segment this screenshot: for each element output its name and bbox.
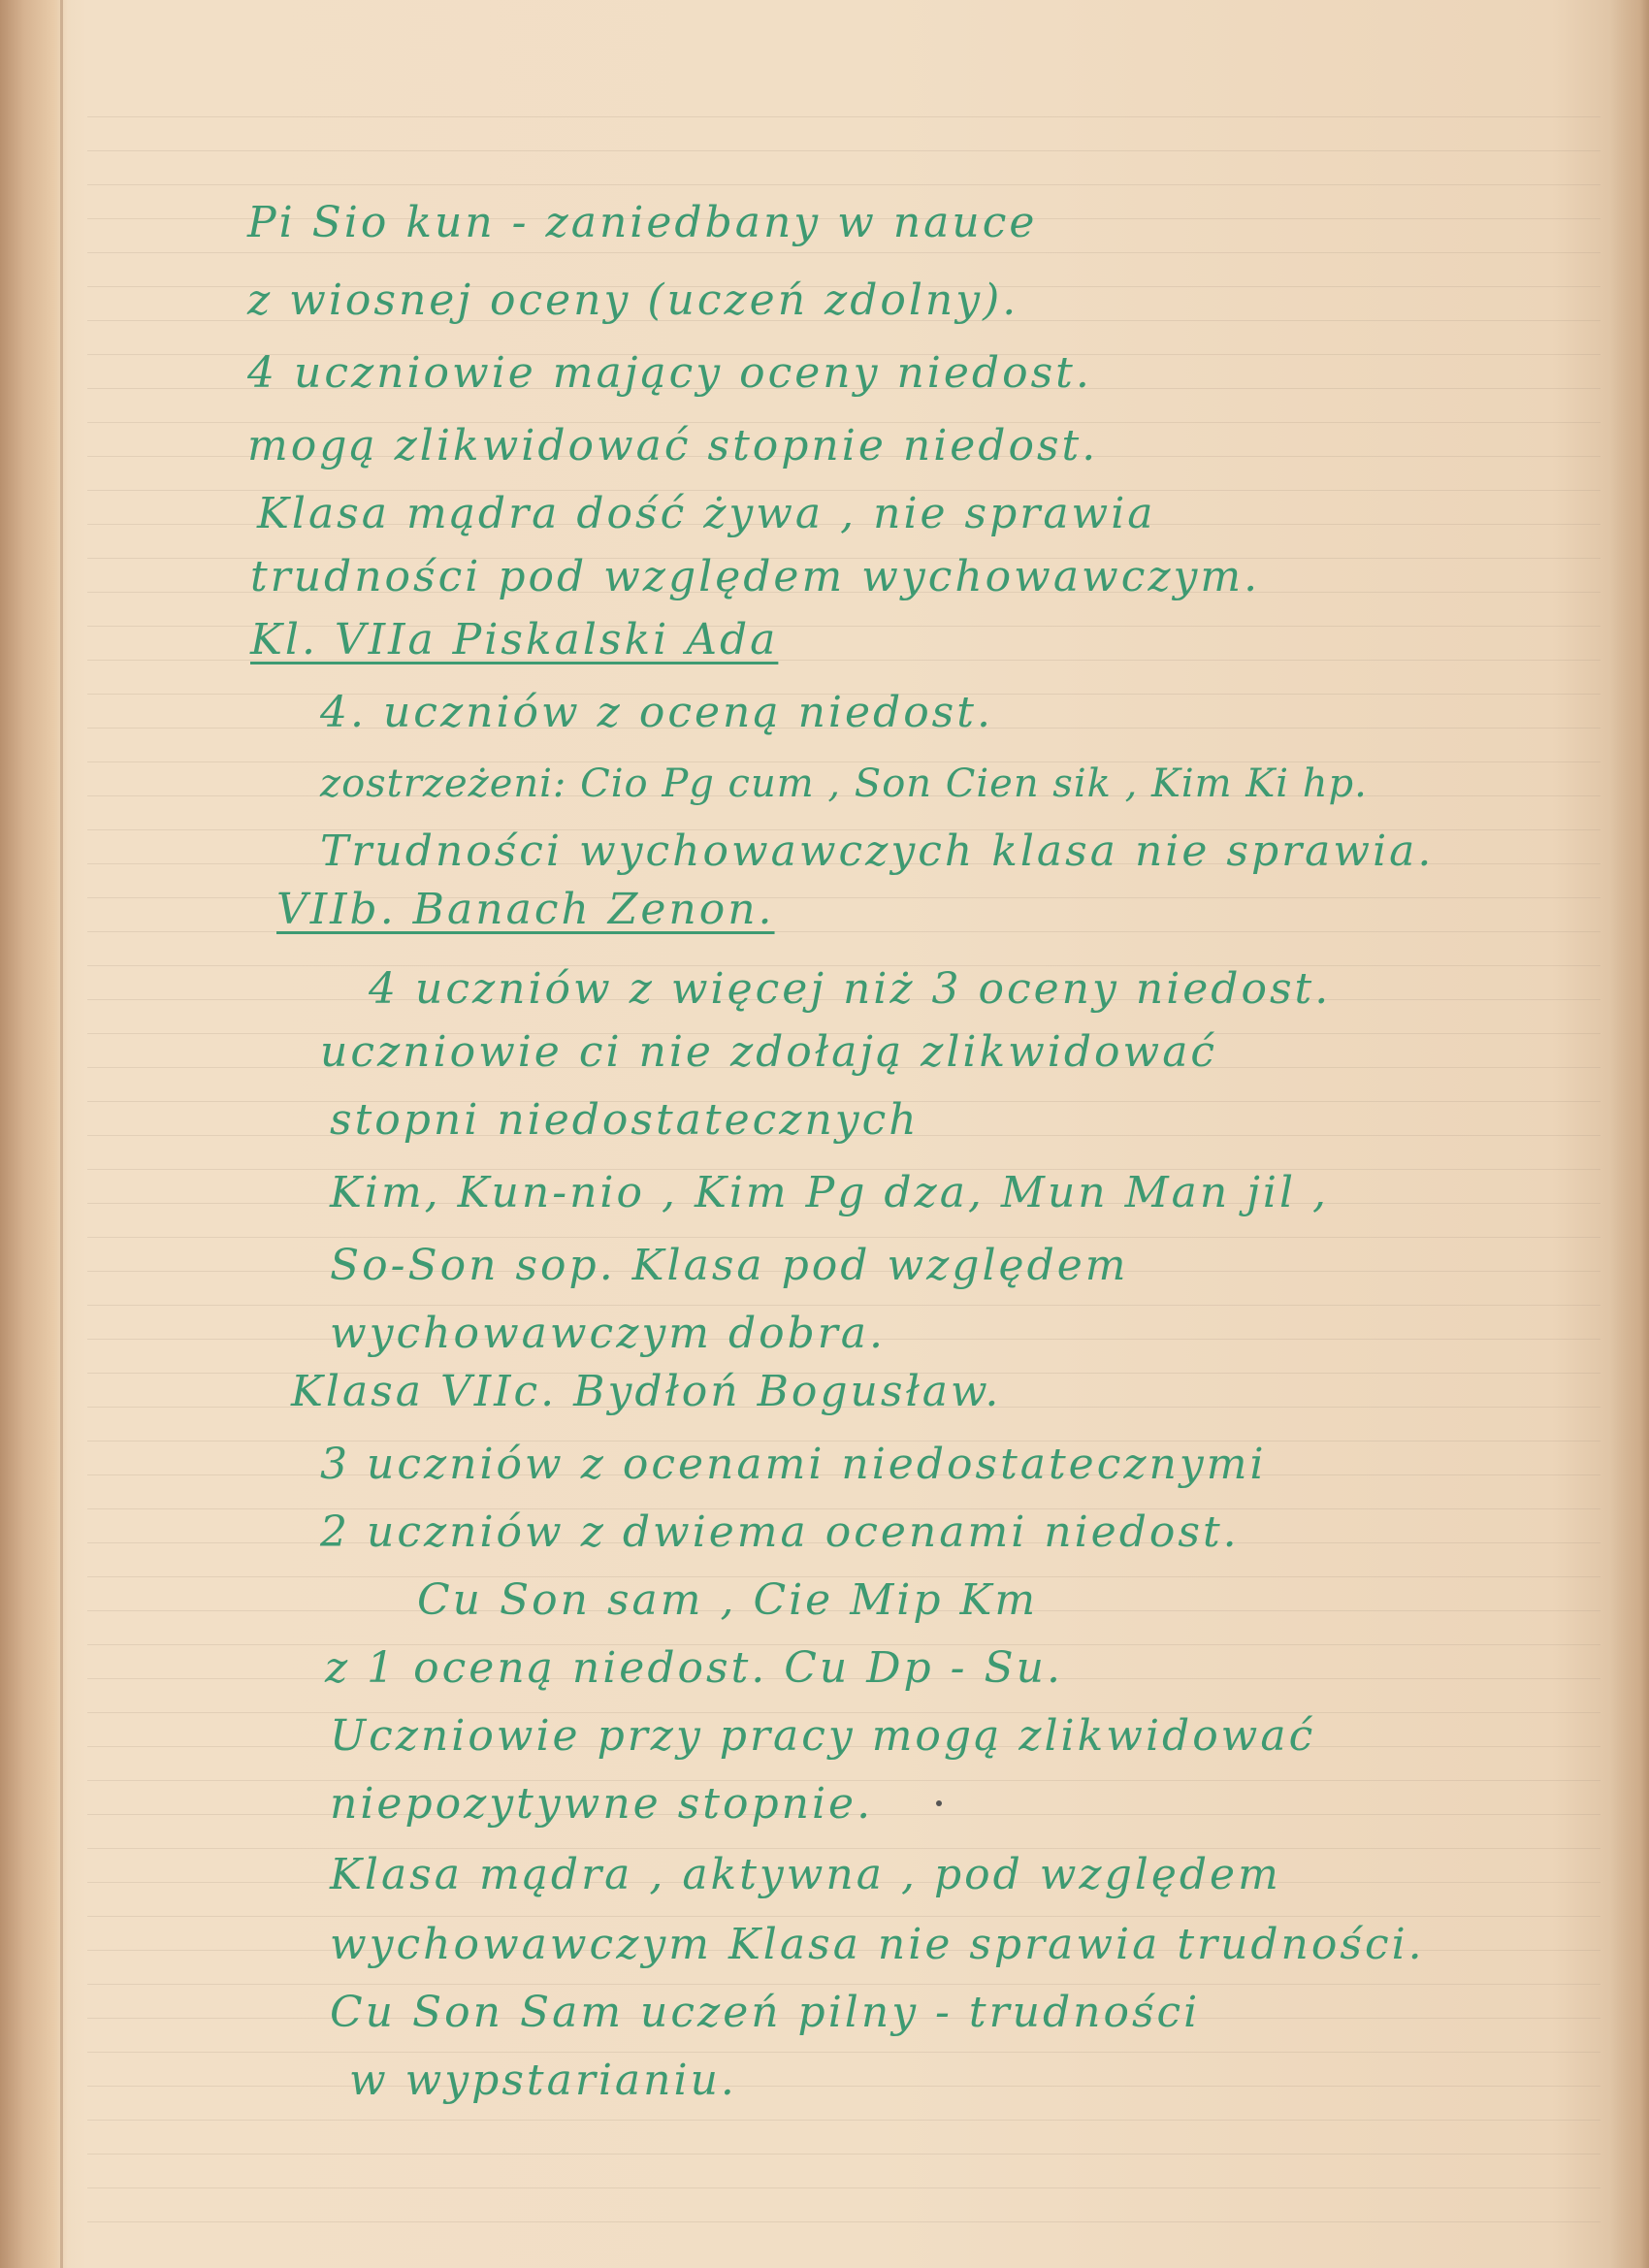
text-line: 2 uczniów z dwiema ocenami niedost. — [320, 1507, 1240, 1557]
ink-dot — [936, 1800, 942, 1806]
text-line: stopni niedostatecznych — [330, 1095, 920, 1145]
text-line: Uczniowie przy pracy mogą zlikwidować — [330, 1711, 1316, 1761]
text-line: 3 uczniów z ocenami niedostatecznymi — [320, 1440, 1267, 1489]
text-line: Cu Son sam , Cie Mip Km — [417, 1575, 1039, 1625]
text-line: 4 uczniowie mający oceny niedost. — [247, 348, 1092, 398]
text-line: So-Son sop. Klasa pod względem — [330, 1241, 1129, 1290]
text-line: trudności pod względem wychowawczym. — [250, 552, 1261, 601]
text-line: z wiosnej oceny (uczeń zdolny). — [247, 275, 1019, 325]
class-heading: VIIb. Banach Zenon. — [276, 885, 775, 934]
text-line: Pi Sio kun - zaniedbany w nauce — [247, 198, 1038, 247]
text-line: z 1 oceną niedost. Cu Dp - Su. — [325, 1643, 1063, 1693]
text-line: wychowawczym Klasa nie sprawia trudności. — [330, 1920, 1425, 1969]
text-line: Trudności wychowawczych klasa nie sprawia. — [320, 826, 1435, 876]
class-heading: Kl. VIIa Piskalski Ada — [250, 615, 779, 664]
text-line: wychowawczym dobra. — [330, 1309, 887, 1358]
text-line: mogą zlikwidować stopnie niedost. — [247, 421, 1099, 470]
text-line: 4. uczniów z oceną niedost. — [320, 688, 993, 737]
text-line: w wypstarianiu. — [349, 2056, 737, 2105]
text-line: Klasa mądra , aktywna , pod względem — [330, 1850, 1281, 1899]
text-line: zostrzeżeni: Cio Pg cum , Son Cien sik , Kim Ki hp. — [320, 761, 1368, 806]
class-heading: Klasa VIIc. Bydłoń Bogusław. — [291, 1367, 1002, 1416]
text-line: Cu Son Sam uczeń pilny - trudności — [330, 1988, 1201, 2037]
text-line: 4 uczniów z więcej niż 3 oceny niedost. — [369, 964, 1332, 1014]
text-line: niepozytywne stopnie. — [330, 1779, 874, 1829]
text-line: Klasa mądra dość żywa , nie sprawia — [257, 489, 1156, 538]
text-line: uczniowie ci nie zdołają zlikwidować — [320, 1027, 1218, 1077]
text-line: Kim, Kun-nio , Kim Pg dza, Mun Man jil , — [330, 1168, 1329, 1217]
